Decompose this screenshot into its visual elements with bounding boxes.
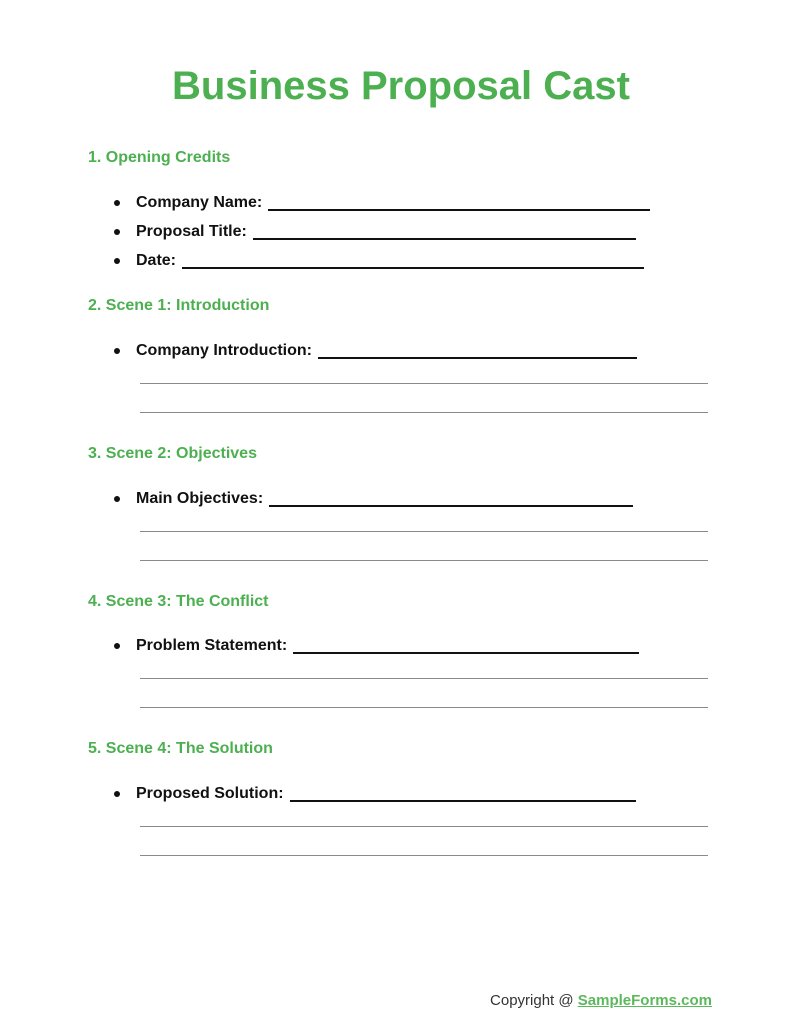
- copyright-text: Copyright @: [490, 992, 574, 1009]
- proposal-title-blank[interactable]: [253, 224, 636, 240]
- bullet-icon: [114, 348, 120, 354]
- field-company-name: [112, 193, 650, 213]
- field-label: Date:: [136, 252, 177, 269]
- writing-line[interactable]: [140, 383, 708, 384]
- proposed-solution-blank[interactable]: [290, 786, 636, 802]
- writing-line[interactable]: [140, 531, 708, 532]
- bullet-icon: [114, 791, 120, 797]
- bullet-icon: [114, 643, 120, 649]
- writing-line[interactable]: [140, 678, 708, 679]
- writing-line[interactable]: [140, 707, 708, 708]
- writing-line[interactable]: [140, 412, 708, 413]
- field-label: Proposal Title:: [136, 223, 247, 240]
- field-problem-statement: [112, 636, 639, 656]
- footer-copyright: [490, 991, 712, 1011]
- field-label: Company Introduction:: [136, 342, 312, 359]
- field-proposal-title: [112, 222, 636, 242]
- field-label: Problem Statement:: [136, 637, 288, 654]
- field-label: Company Name:: [136, 194, 263, 211]
- section-heading-solution: 5. Scene 4: The Solution: [88, 740, 273, 757]
- bullet-icon: [114, 496, 120, 502]
- section-heading-objectives: 3. Scene 2: Objectives: [88, 445, 257, 462]
- bullet-icon: [114, 229, 120, 235]
- company-name-blank[interactable]: [268, 195, 650, 211]
- document-title: Business Proposal Cast: [172, 64, 630, 108]
- writing-line[interactable]: [140, 855, 708, 856]
- main-objectives-blank[interactable]: [269, 491, 633, 507]
- field-company-introduction: [112, 341, 637, 361]
- field-date: [112, 251, 644, 271]
- field-proposed-solution: [112, 784, 636, 804]
- section-heading-introduction: 2. Scene 1: Introduction: [88, 297, 270, 314]
- field-label: Proposed Solution:: [136, 785, 284, 802]
- writing-line[interactable]: [140, 826, 708, 827]
- section-heading-conflict: 4. Scene 3: The Conflict: [88, 593, 269, 610]
- bullet-icon: [114, 258, 120, 264]
- date-blank[interactable]: [182, 253, 644, 269]
- field-label: Main Objectives:: [136, 490, 264, 507]
- bullet-icon: [114, 200, 120, 206]
- problem-statement-blank[interactable]: [293, 638, 639, 654]
- company-introduction-blank[interactable]: [318, 343, 637, 359]
- sampleforms-link[interactable]: SampleForms.com: [577, 992, 712, 1009]
- section-heading-opening-credits: 1. Opening Credits: [88, 149, 231, 166]
- field-main-objectives: [112, 489, 633, 509]
- writing-line[interactable]: [140, 560, 708, 561]
